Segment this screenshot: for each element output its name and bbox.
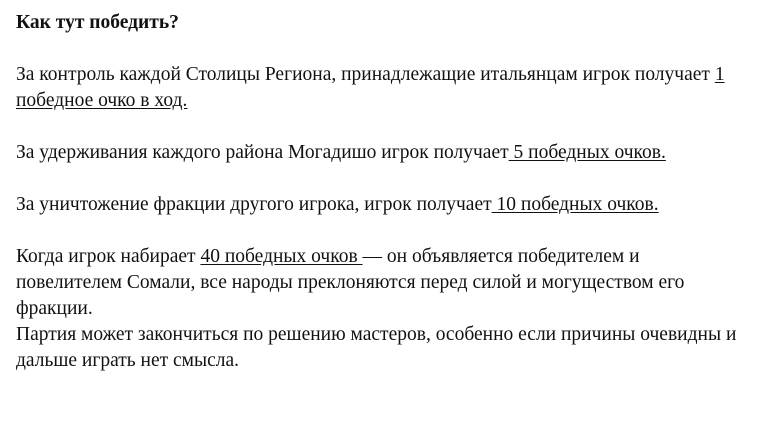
points-highlight: 10 победных очков. (491, 194, 659, 215)
page-title: Как тут победить? (16, 12, 179, 33)
rule-text: За уничтожение фракции другого игрока, игрок получает (16, 194, 492, 215)
rule-faction-destruction (16, 192, 746, 218)
rule-mogadishu-districts (16, 140, 746, 166)
rule-text: Когда игрок набирает (16, 246, 201, 267)
rule-text: За контроль каждой Столицы Региона, принадлежащие итальянцам игрок получает (16, 64, 715, 85)
points-highlight: 1 победное очко в ход. (16, 64, 725, 111)
rule-text: За удерживания каждого района Могадишо игрок получает (16, 142, 509, 163)
rule-capital-control (16, 62, 746, 114)
rule-victory-condition (16, 244, 746, 322)
points-highlight: 40 победных очков (200, 246, 363, 267)
rule-text-continued: — он объявляется победителем и повелителем Сомали, все народы преклоняются перед силой и могуществом его фракции. (16, 246, 685, 319)
rule-game-end: Партия может закончиться по решению мастеров, особенно если причины очевидны и дальше играть нет смысла. (16, 324, 737, 371)
points-highlight: 5 победных очков. (508, 142, 666, 163)
